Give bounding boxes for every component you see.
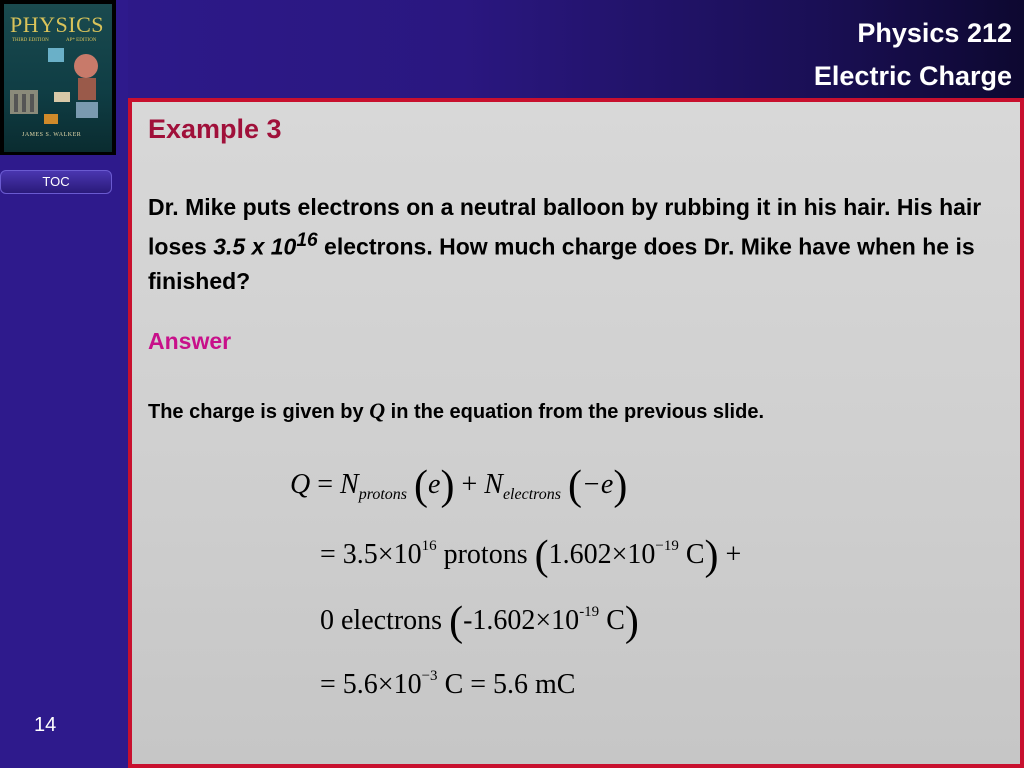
problem-exponent: 16 bbox=[296, 230, 318, 251]
eq1-plus: + bbox=[454, 469, 485, 500]
charge-text-1: The charge is given by bbox=[148, 401, 370, 423]
cover-edition-right: AP* EDITION bbox=[66, 38, 97, 43]
textbook-cover-image bbox=[0, 0, 116, 155]
eq4-exp: −3 bbox=[421, 668, 438, 684]
eq2-unit: protons bbox=[436, 539, 535, 570]
cover-title: PHYSICS bbox=[10, 12, 104, 37]
topic-title: Electric Charge bbox=[813, 61, 1012, 91]
eq1-sub-protons: protons bbox=[358, 486, 408, 503]
example-title: Example 3 bbox=[148, 114, 282, 144]
equation-line-2: = $3.5\times 10^{16}$ protons ($1.602\times 10^{-19}$ C) + bbox=[320, 533, 742, 579]
eq2-lead: = 3.5×10 bbox=[320, 539, 422, 570]
eq2-c: C bbox=[678, 539, 705, 570]
eq3-val: -1.602×10 bbox=[463, 605, 580, 636]
cover-illustration bbox=[4, 44, 112, 134]
eq4-lead: = 5.6×10 bbox=[320, 669, 422, 700]
cover-artwork bbox=[4, 4, 112, 152]
course-title: Physics 212 bbox=[857, 18, 1012, 48]
eq2-val: 1.602×10 bbox=[548, 539, 656, 570]
eq1-neg-e: −e bbox=[582, 469, 614, 500]
eq3-val-exp: -19 bbox=[579, 604, 600, 620]
answer-label: Answer bbox=[148, 328, 232, 354]
charge-explanation bbox=[148, 398, 764, 424]
equation-line-3: 0 electrons ($-1.602\times 10^{-19}$ C) bbox=[320, 599, 639, 645]
slide-header bbox=[814, 12, 1012, 98]
problem-text-2: electrons. How much charge does Dr. Mike have when he is finished? bbox=[148, 233, 975, 294]
toc-button[interactable]: TOC bbox=[0, 170, 112, 194]
problem-statement bbox=[148, 190, 1008, 298]
eq1-sub-electrons: electrons bbox=[502, 486, 562, 503]
eq4-rest: C = 5.6 mC bbox=[437, 669, 576, 700]
eq2-val-exp: −19 bbox=[655, 538, 679, 554]
equation-line-1: $Q = N_{protons}$ $(e) + N_{electrons}$ (−e) bbox=[290, 463, 628, 509]
eq3-lead: 0 electrons bbox=[320, 605, 450, 636]
cover-edition-left: THIRD EDITION bbox=[12, 38, 49, 43]
eq1-q: Q bbox=[290, 469, 311, 500]
eq2-exp: 16 bbox=[421, 538, 437, 554]
eq1-e: e bbox=[428, 469, 441, 500]
slide-content-panel bbox=[128, 98, 1024, 768]
problem-quantity: 3.5 x 10 bbox=[213, 233, 297, 260]
slide-number: 14 bbox=[34, 714, 57, 736]
eq1-equals: = bbox=[310, 469, 341, 500]
eq3-c: C bbox=[599, 605, 625, 636]
problem-text-1: Dr. Mike puts electrons on a neutral balloon by rubbing it in his hair. His hair loses bbox=[148, 194, 982, 260]
eq1-n-protons: N bbox=[340, 469, 359, 500]
eq1-n-electrons: N bbox=[484, 469, 503, 500]
equation-line-4 bbox=[320, 668, 575, 701]
charge-symbol: Q bbox=[369, 398, 386, 423]
cover-author: JAMES S. WALKER bbox=[22, 132, 82, 138]
eq2-plus: + bbox=[718, 539, 742, 570]
charge-text-2: in the equation from the previous slide. bbox=[385, 401, 765, 423]
